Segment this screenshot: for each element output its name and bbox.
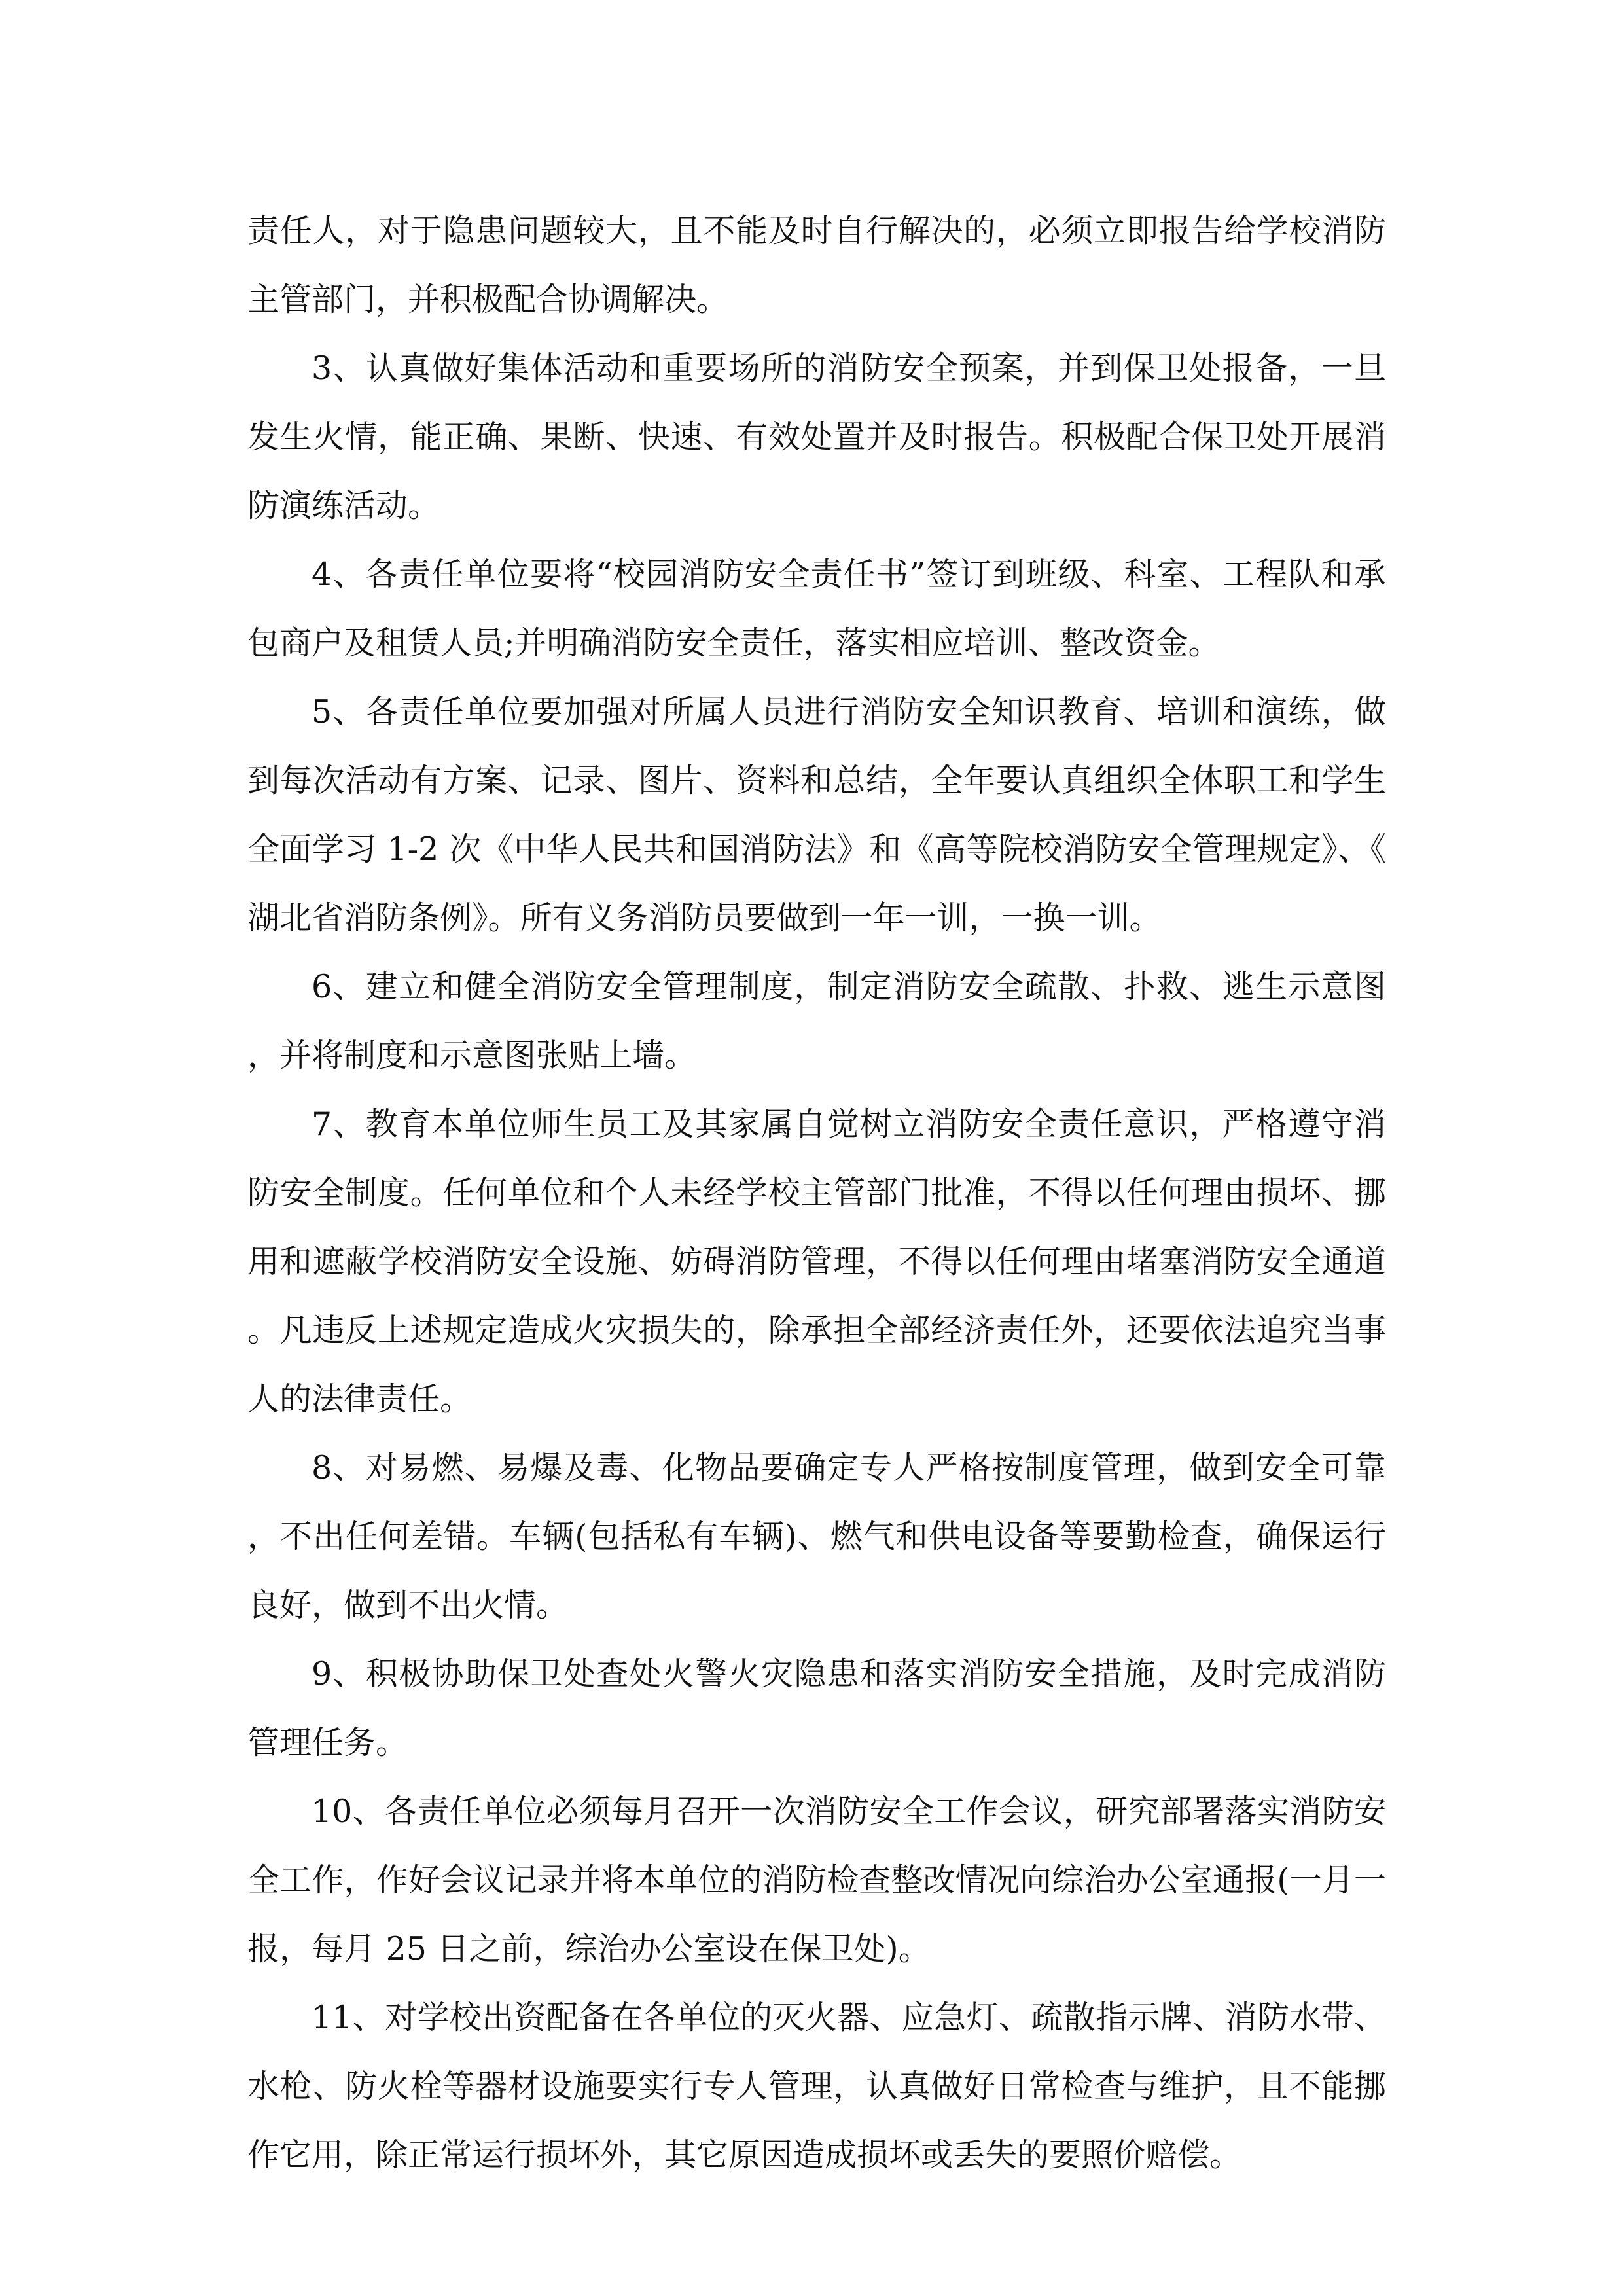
paragraph-item-8: 8、对易燃、易爆及毒、化物品要确定专人严格按制度管理，做到安全可靠，不出任何差错。车辆(包括私有车辆)、燃气和供电设备等要勤检查，确保运行良好，做到不出火情。: [247, 1449, 1387, 1624]
paragraph-item-11: 11、对学校出资配备在各单位的灭火器、应急灯、疏散指示牌、消防水带、水枪、防火栓等器材设施要实行专人管理，认真做好日常检查与维护，且不能挪作它用，除正常运行损坏外，其它原因造成损坏或丢失的要照价赔偿。: [247, 1999, 1386, 2174]
paragraph-item-6: 6、建立和健全消防安全管理制度，制定消防安全疏散、扑救、逃生示意图，并将制度和示意图张贴上墙。: [247, 968, 1386, 1074]
paragraph-item-10: 10、各责任单位必须每月召开一次消防安全工作会议，研究部署落实消防安全工作，作好会议记录并将本单位的消防检查整改情况向综治办公室通报(一月一报，每月 25 日之前，综治办公室设在保卫处)。: [247, 1793, 1386, 1967]
paragraph-item-4: 4、各责任单位要将“校园消防安全责任书”签订到班级、科室、工程队和承包商户及租赁人员;并明确消防安全责任，落实相应培训、整改资金。: [247, 556, 1386, 662]
paragraph-continuation: 责任人，对于隐患问题较大，且不能及时自行解决的，必须立即报告给学校消防主管部门，并积极配合协调解决。: [247, 212, 1386, 318]
paragraph-item-3: 3、认真做好集体活动和重要场所的消防安全预案，并到保卫处报备，一旦发生火情，能正确、果断、快速、有效处置并及时报告。积极配合保卫处开展消防演练活动。: [247, 350, 1386, 524]
document-body: [247, 196, 1386, 2189]
paragraph-item-5: 5、各责任单位要加强对所属人员进行消防安全知识教育、培训和演练，做到每次活动有方案、记录、图片、资料和总结，全年要认真组织全体职工和学生全面学习 1-2 次《中华人民共和国消防法》和《高等院校消防安全管理规定》、《湖北省消防条例》。所有义务消防员要做到一年一训，一换一训。: [247, 693, 1386, 937]
paragraph-item-7: 7、教育本单位师生员工及其家属自觉树立消防安全责任意识，严格遵守消防安全制度。任何单位和个人未经学校主管部门批准，不得以任何理由损坏、挪用和遮蔽学校消防安全设施、妨碍消防管理，不得以任何理由堵塞消防安全通道。凡违反上述规定造成火灾损失的，除承担全部经济责任外，还要依法追究当事人的法律责任。: [247, 1105, 1386, 1418]
paragraph-item-9: 9、积极协助保卫处查处火警火灾隐患和落实消防安全措施，及时完成消防管理任务。: [247, 1655, 1386, 1761]
